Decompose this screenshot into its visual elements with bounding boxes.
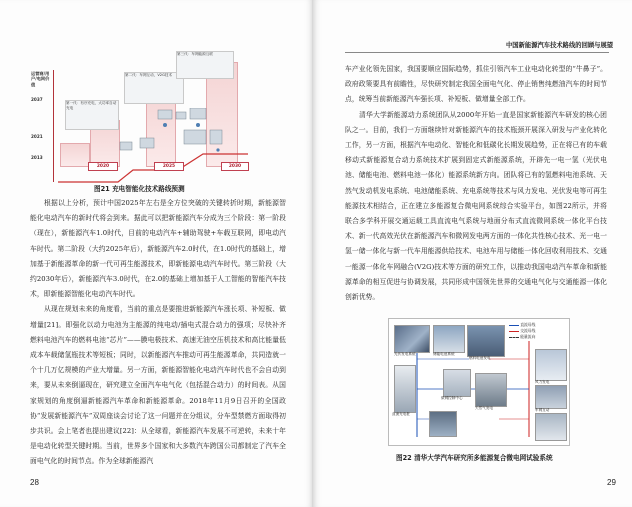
figure-22 (388, 318, 570, 446)
figure-22-legend (509, 322, 535, 340)
paragraph: 从现在规划未来的角度看，当前的重点是要推进新能源汽车涨长项、补短板、做增量[21]。即强化以动力电池为主能源的纯电动/插电式混合动力的强项；尽快补齐燃料电池汽车的燃料电池“芯片”——膜电极技术、高速无油空压机技术和高比能量低成本车载储氢瓶技术等短板；同时，以新能源汽车推动可再生能源革命，共同造就一个十几万亿规模的产业大增量。另一方面，新能源智能化电动汽车时代也不会自动到来，要从未来倒逼现在，研究建立全面汽车电气化（包括混合动力）的时间表。从国家规划的角度倒逼新能源汽车革命和新能源革命。2018年11月9日召开的全国政协“发展新能源汽车”双周座谈会讨论了这一问题并在分组议，分车型禁燃方面取得初步共识。会上笔者也提出建议[22]：从全球看，新能源汽车发展不可逆转，未来十年是电动化转型关键时期。当前，世界多个国家和大多数汽车跨国公司都制定了汽车全面电气化的时间节点。作为全球新能源汽 (30, 305, 286, 466)
figure-21-year-2030: 2030 (221, 162, 249, 171)
photo-fuel-cell (467, 325, 505, 357)
photo-charger (394, 365, 416, 413)
figure-22-caption: 图22 清华大学汽车研究所多能源复合微电网试验系统 (396, 454, 553, 462)
legend-ac-bus: 交流母线 (520, 328, 536, 333)
legend-dc-bus: 直流母线 (520, 322, 536, 327)
figure-21-panel-1-text: 第一代：有序充电，大功率自动充电 (66, 101, 117, 110)
photo-gas-generator (475, 373, 507, 407)
figure-21-y-axis (53, 70, 54, 182)
page-number-left: 28 (30, 478, 39, 487)
figure-21-y-tick: 2021 (31, 134, 43, 139)
photo-pv-system (394, 325, 430, 353)
paragraph: 清华大学新能源动力系统团队从2000年开始一直是国家新能源汽车研发的核心团队之一。目前，我们一方面继续针对新能源汽车的技术瓶颈开展深入研发与产业化转化工作，另一方面，根据汽车电动化、智能化和低碳化长期发展趋势，正在将已有的车载移动式新能源复合动力系统技术扩展到固定式新能源系统，开辟先一电一氢（光伏电池、储能电池、燃料电池一体化）能源系统新方向。团队将已有的氢燃料电池系统、天然气发动机发电系统、电池储能系统、充电系统等技术与风力发电、光伏发电等可再生能源技术相结合，正在建立多能源复合微电网系统综合实验平台，如图22所示，并将联合多学科开展交通运载工具直流电气系统与地面分布式直流微网系统一体化平台技术、新一代高效光伏在新能源汽车和微网发电两方面的一体化共性核心技术、光一电一氢一储一体化与新一代车用能源供给技术、电池车用与储能一体化回收利用技术、交通一能源一体化车网融合(V2G)技术等方面的研究工作，以推动我国电动汽车革命和新能源革命的相互促进与协调发展，共同形成中国领先世界的交通电气化与交通能源一体化创新优势。 (345, 110, 607, 302)
photo-label: 光伏发电系统 (394, 352, 416, 356)
running-head: 中国新能源汽车技术路线的回顾与展望 (506, 42, 614, 49)
photo-vehicle (535, 413, 567, 441)
figure-21-year-2020: 2020 (88, 162, 118, 171)
photo-wind (535, 349, 567, 381)
figure-21 (28, 48, 258, 178)
figure-21-panel-2-text: 第二代：车网互动，V2G技术 (125, 73, 173, 77)
photo-storage (433, 325, 465, 353)
photo-bus (429, 411, 457, 437)
photo-v2g (535, 385, 567, 409)
photo-label: 风力发电 (535, 380, 550, 384)
paragraph: 根据以上分析，预计中国2025年左右是全方位突破的关键转折时期，新能源智能化电动汽车的新时代将会到来。据此可以把新能源汽车分成为三个阶段：第一阶段（现在），新能源汽车1.0时代，目前的电动汽车+辅助驾驶+车载互联网，即电动汽车时代。第二阶段（大约2025年后），新能源汽车2.0时代，在1.0时代的基础上，增加基于新能源革命的新一代可再生能源技术，即新能源电动汽车时代。第三阶段（大约2030年后），新能源汽车3.0时代，在2.0的基础上增加基于人工智能的智能汽车技术，即新能源智能化电动汽车时代。 (30, 199, 286, 299)
photo-label: 微网控制中心 (441, 396, 463, 400)
header-rule (345, 52, 609, 53)
figure-21-panel-3-text: 第三代：车网能源互联 (177, 52, 213, 56)
photo-label: 直流充电桩 (392, 412, 410, 416)
left-body-text (30, 196, 286, 470)
figure-21-year-2025: 2025 (154, 162, 184, 171)
figure-21-panel-3 (176, 51, 234, 79)
figure-21-illustration (58, 108, 248, 188)
photo-label: 燃料电池发电 (469, 356, 491, 360)
photo-label: 储能电池系统 (433, 352, 455, 356)
legend-energy-flow: 能量流向 (520, 334, 536, 339)
figure-21-y-tick: 2037 (31, 97, 43, 102)
figure-21-y-tick: 2013 (31, 155, 43, 160)
figure-21-panel-2 (124, 72, 184, 104)
photo-label: 车网互动 (535, 408, 550, 412)
page-number-right: 29 (607, 478, 616, 487)
figure-21-caption: 图21 充电智能化技术路线预测 (94, 185, 185, 193)
left-page (0, 0, 313, 507)
paragraph: 车产业化领先国家，我国要顺应国际趋势，抓住引领汽车工业电动化转型的“牛鼻子”。政府政策要具有前瞻性，尽快研究制定我国全面电气化、停止销售纯燃油汽车的时间节点，统筹当前新能源汽车强长项、补短板、做增量全部工作。 (345, 65, 607, 104)
photo-label: 天然气发电 (475, 406, 493, 410)
figure-21-y-title: 运营商/用户/电网价值 (31, 71, 50, 87)
photo-control-center (443, 369, 471, 397)
right-body-text (345, 62, 607, 305)
